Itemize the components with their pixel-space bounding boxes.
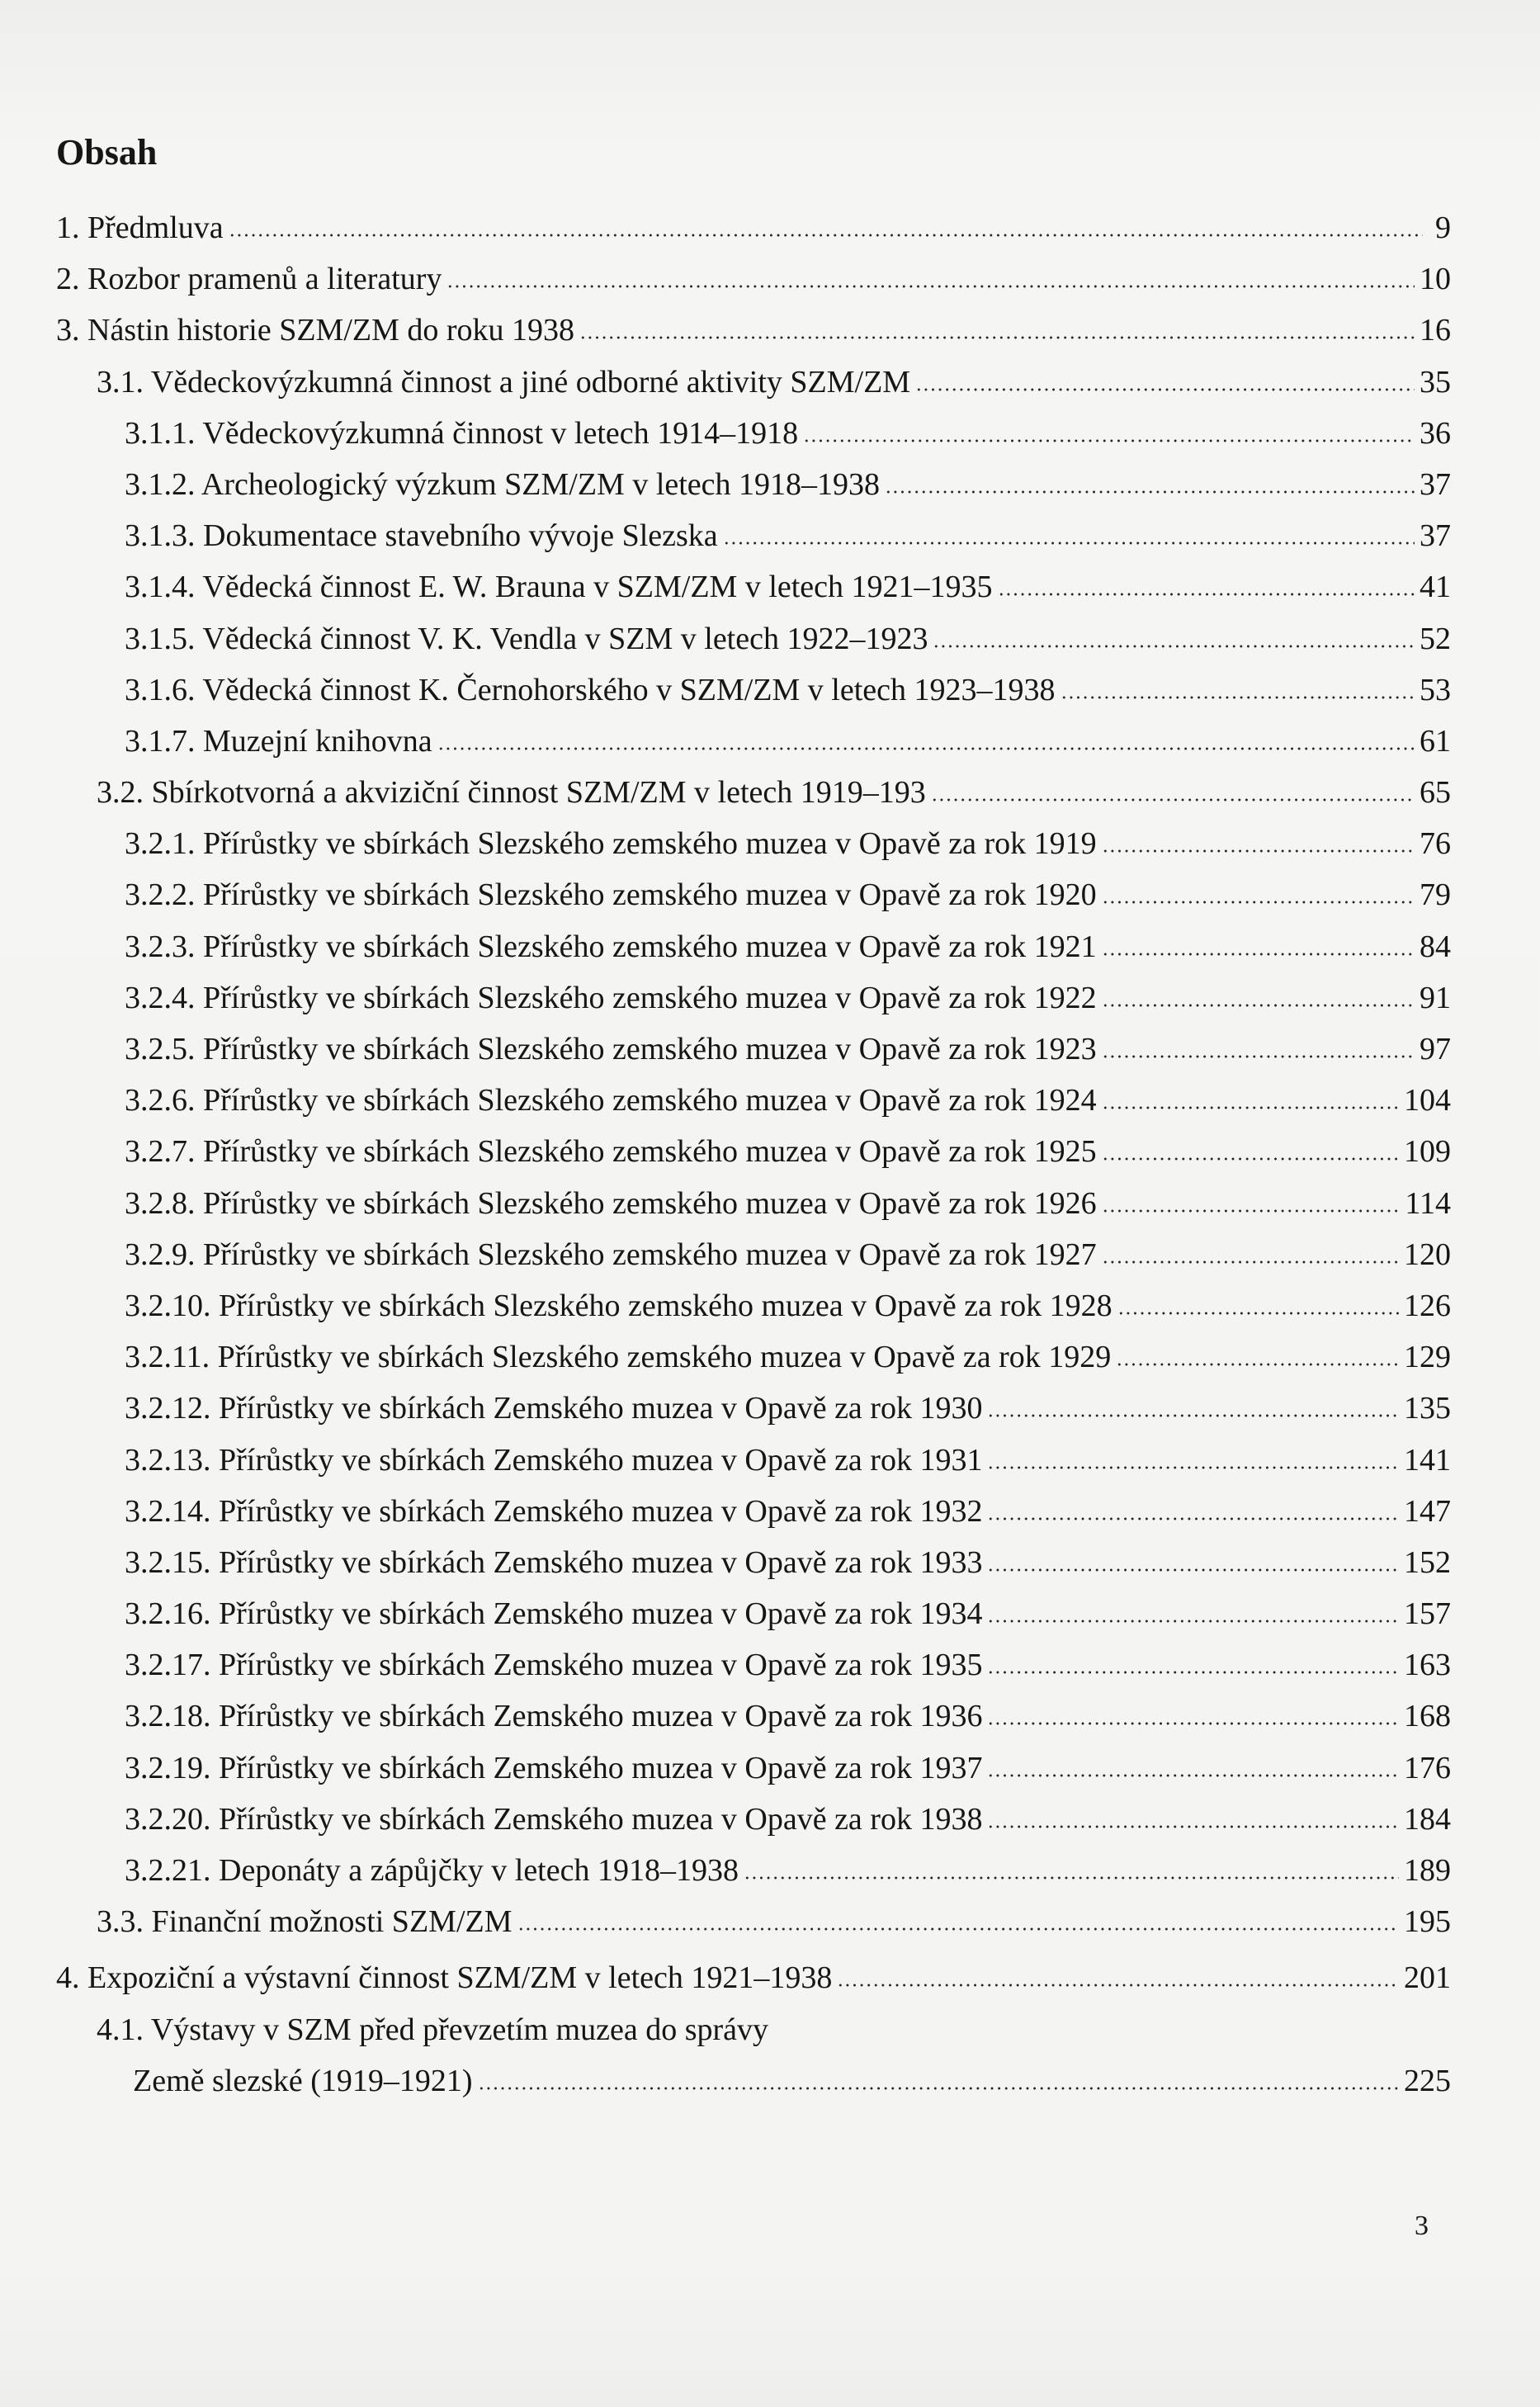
dot-leader: [1102, 1249, 1399, 1265]
toc-entry-title: 3.2.8. Přírůstky ve sbírkách Slezského zemského muzea v Opavě za rok 1926: [125, 1185, 1097, 1221]
dot-leader: [1102, 992, 1415, 1008]
toc-entry-title: 3.3. Finanční možnosti SZM/ZM: [97, 1904, 513, 1940]
toc-entry: [56, 305, 1451, 356]
toc-entry-page: 225: [1404, 2063, 1451, 2098]
toc-entry-page: 120: [1404, 1237, 1451, 1272]
toc-entry: [56, 1229, 1451, 1280]
toc-entry: [56, 2004, 1451, 2107]
toc-entry-page: 10: [1420, 262, 1451, 297]
toc-entry-page: 91: [1420, 980, 1451, 1015]
toc-entry-title: 3.2.13. Přírůstky ve sbírkách Zemského muzea v Opavě za rok 1931: [125, 1442, 983, 1478]
dot-leader: [1102, 1146, 1399, 1161]
toc-entry-page: 37: [1420, 466, 1451, 502]
toc-entry-page: 176: [1404, 1750, 1451, 1785]
toc-entry: [56, 1845, 1451, 1896]
toc-entry-page: 168: [1404, 1699, 1451, 1734]
toc-entry: [56, 202, 1451, 253]
toc-entry-page: 84: [1420, 929, 1451, 964]
toc-entry-page: 126: [1404, 1288, 1451, 1323]
dot-leader: [987, 1557, 1399, 1572]
toc-entry: [56, 1280, 1451, 1331]
toc-entry-title: 3.2.19. Přírůstky ve sbírkách Zemského muzea v Opavě za rok 1937: [125, 1750, 983, 1785]
toc-entry: [56, 1588, 1451, 1639]
dot-leader: [987, 1814, 1399, 1829]
toc-entry-page: 157: [1404, 1596, 1451, 1632]
toc-entry: [56, 664, 1451, 716]
toc-entry-page: 189: [1404, 1853, 1451, 1888]
dot-leader: [1102, 1198, 1401, 1213]
dot-leader: [998, 581, 1415, 597]
toc-entry: [56, 253, 1451, 305]
dot-leader: [987, 1608, 1399, 1624]
dot-leader: [987, 1402, 1399, 1418]
toc-entry: [56, 1743, 1451, 1794]
dot-leader: [1102, 838, 1415, 854]
toc-entry-title: 3.1.7. Muzejní knihovna: [125, 723, 432, 759]
toc-entry: [56, 1435, 1451, 1486]
page-number: 3: [1415, 2211, 1429, 2241]
toc-entry: [56, 1794, 1451, 1845]
toc-entry: [56, 1178, 1451, 1229]
toc-entry-title: 3.2.21. Deponáty a zápůjčky v letech 1918–1938: [125, 1853, 739, 1888]
toc-entry-title: 3.1.1. Vědeckovýzkumná činnost v letech 1914–1918: [125, 415, 799, 451]
dot-leader: [723, 530, 1415, 546]
toc-entry: [56, 869, 1451, 920]
dot-leader: [1102, 1043, 1415, 1059]
toc-entry-page: 114: [1405, 1185, 1451, 1221]
toc-entry: [56, 767, 1451, 818]
toc-entry: [56, 818, 1451, 869]
dot-leader: [987, 1506, 1399, 1521]
toc-entry: [56, 972, 1451, 1024]
toc-entry-title: 3.2.7. Přírůstky ve sbírkách Slezského zemského muzea v Opavě za rok 1925: [125, 1134, 1097, 1170]
toc-entry-page: 65: [1420, 775, 1451, 811]
toc-entry: [56, 1639, 1451, 1691]
dot-leader: [437, 735, 1415, 751]
toc-entry: [56, 1024, 1451, 1075]
toc-entry-title: 3.2.9. Přírůstky ve sbírkách Slezského zemského muzea v Opavě za rok 1927: [125, 1237, 1097, 1272]
toc-entry-page: 36: [1420, 415, 1451, 451]
toc-entry: [56, 921, 1451, 972]
dot-leader: [1102, 1095, 1399, 1110]
dot-leader: [229, 222, 1423, 238]
toc-entry-title: 3.2.15. Přírůstky ve sbírkách Zemského muzea v Opavě za rok 1933: [125, 1544, 983, 1580]
toc-entry-page: 9: [1435, 210, 1451, 245]
toc-entry: [56, 716, 1451, 767]
toc-entry: [56, 1691, 1451, 1742]
toc-entry-page: 16: [1420, 313, 1451, 348]
toc-entry-title: 3.2.20. Přírůstky ve sbírkách Zemského muzea v Opavě za rok 1938: [125, 1801, 983, 1837]
toc-entry-title: 3.2.6. Přírůstky ve sbírkách Slezského zemského muzea v Opavě za rok 1924: [125, 1083, 1097, 1118]
dot-leader: [987, 1762, 1399, 1778]
toc-entry-page: 37: [1420, 518, 1451, 554]
toc-entry: [56, 561, 1451, 612]
toc-entry-page: 152: [1404, 1544, 1451, 1580]
toc-entry-page: 135: [1404, 1391, 1451, 1426]
toc-entry-title: 3.2.2. Přírůstky ve sbírkách Slezského zemského muzea v Opavě za rok 1920: [125, 877, 1097, 913]
toc-entry-title: 3.2.1. Přírůstky ve sbírkách Slezského zemského muzea v Opavě za rok 1919: [125, 826, 1097, 862]
dot-leader: [1102, 941, 1415, 957]
page-title: Obsah: [56, 132, 158, 173]
dot-leader: [885, 479, 1415, 494]
toc-entry-page: 76: [1420, 826, 1451, 862]
dot-leader: [987, 1710, 1399, 1726]
toc-entry: [56, 1331, 1451, 1383]
toc-entry-title: 3.2.14. Přírůstky ve sbírkách Zemského muzea v Opavě za rok 1932: [125, 1493, 983, 1529]
dot-leader: [744, 1865, 1399, 1880]
dot-leader: [1117, 1300, 1399, 1316]
dot-leader: [478, 2075, 1399, 2091]
toc-entry-page: 195: [1404, 1904, 1451, 1940]
dot-leader: [446, 273, 1415, 289]
toc-entry-page: 147: [1404, 1493, 1451, 1529]
dot-leader: [931, 787, 1415, 802]
toc-entry-page: 53: [1420, 672, 1451, 707]
toc-entry-page: 104: [1404, 1083, 1451, 1118]
toc-entry: [56, 613, 1451, 664]
toc-entry-title: 3.1.6. Vědecká činnost K. Černohorského v SZM/ZM v letech 1923–1938: [125, 672, 1056, 707]
dot-leader: [803, 428, 1415, 443]
toc-entry-title: 3.1.3. Dokumentace stavebního vývoje Slezska: [125, 518, 718, 554]
dot-leader: [579, 324, 1415, 340]
toc-entry-page: 52: [1420, 621, 1451, 656]
toc-entry-title: 4. Expoziční a výstavní činnost SZM/ZM v letech 1921–1938: [56, 1960, 833, 1996]
toc-entry-title: 3.1. Vědeckovýzkumná činnost a jiné odborné aktivity SZM/ZM: [97, 364, 911, 400]
toc-entry-title: Země slezské (1919–1921): [133, 2063, 473, 2098]
toc-entry: [56, 408, 1451, 459]
toc-entry: [56, 459, 1451, 510]
toc-entry-page: 41: [1420, 570, 1451, 605]
toc-entry-page: 35: [1420, 364, 1451, 400]
toc-entry-title: 3.1.5. Vědecká činnost V. K. Vendla v SZM v letech 1922–1923: [125, 621, 928, 656]
toc-entry-title: 3.2.18. Přírůstky ve sbírkách Zemského muzea v Opavě za rok 1936: [125, 1699, 983, 1734]
dot-leader: [987, 1659, 1399, 1675]
toc-entry-page: 79: [1420, 877, 1451, 913]
toc-entry-page: 129: [1404, 1340, 1451, 1375]
toc-entry-title: 3.2. Sbírkotvorná a akviziční činnost SZM/ZM v letech 1919–193: [97, 775, 926, 811]
toc-entry-title: 3.2.10. Přírůstky ve sbírkách Slezského zemského muzea v Opavě za rok 1928: [125, 1288, 1112, 1323]
toc-entry: [56, 357, 1451, 408]
toc-entry-page: 97: [1420, 1032, 1451, 1066]
dot-leader: [837, 1972, 1399, 1988]
toc-entry: [56, 1383, 1451, 1434]
toc-entry: [56, 1126, 1451, 1177]
dot-leader: [933, 633, 1415, 649]
toc-entry: [56, 1952, 1451, 2003]
toc-entry: [56, 1075, 1451, 1126]
dot-leader: [987, 1454, 1399, 1470]
toc-entry-title: 3.2.16. Přírůstky ve sbírkách Zemského muzea v Opavě za rok 1934: [125, 1596, 983, 1632]
toc-entry-title: 1. Předmluva: [56, 210, 224, 245]
toc-entry-title: 3.1.2. Archeologický výzkum SZM/ZM v letech 1918–1938: [125, 466, 881, 502]
toc-entry-page: 141: [1404, 1442, 1451, 1478]
toc-entry-page: 61: [1420, 723, 1451, 759]
toc-entry-page: 163: [1404, 1648, 1451, 1683]
dot-leader: [1061, 684, 1415, 700]
toc-entry-title: 3.2.5. Přírůstky ve sbírkách Slezského zemského muzea v Opavě za rok 1923: [125, 1032, 1097, 1066]
dot-leader: [1102, 889, 1415, 905]
toc-entry-title: 4.1. Výstavy v SZM před převzetím muzea do správy: [97, 2012, 769, 2047]
toc-entry-title: 3.2.4. Přírůstky ve sbírkách Slezského zemského muzea v Opavě za rok 1922: [125, 980, 1097, 1015]
toc-entry-title: 3.2.17. Přírůstky ve sbírkách Zemského muzea v Opavě za rok 1935: [125, 1648, 983, 1683]
dot-leader: [517, 1916, 1400, 1932]
toc-entry-title: 3.2.11. Přírůstky ve sbírkách Slezského zemského muzea v Opavě za rok 1929: [125, 1340, 1112, 1375]
toc-entry: [56, 510, 1451, 561]
toc-entry-page: 201: [1404, 1960, 1451, 1996]
toc-entry-page: 109: [1404, 1134, 1451, 1170]
toc-entry-title: 2. Rozbor pramenů a literatury: [56, 262, 442, 297]
toc-entry: [56, 1486, 1451, 1537]
toc-entry-title: 3.1.4. Vědecká činnost E. W. Brauna v SZM/ZM v letech 1921–1935: [125, 570, 993, 605]
toc-entry-title: 3. Nástin historie SZM/ZM do roku 1938: [56, 313, 575, 348]
toc-entry: [56, 1537, 1451, 1588]
dot-leader: [1116, 1351, 1399, 1367]
toc-entry-title: 3.2.12. Přírůstky ve sbírkách Zemského muzea v Opavě za rok 1930: [125, 1391, 983, 1426]
table-of-contents: [56, 202, 1451, 2107]
toc-entry: [56, 1896, 1451, 1947]
dot-leader: [915, 376, 1415, 392]
toc-entry-page: 184: [1404, 1801, 1451, 1837]
toc-entry-title: 3.2.3. Přírůstky ve sbírkách Slezského zemského muzea v Opavě za rok 1921: [125, 929, 1097, 964]
